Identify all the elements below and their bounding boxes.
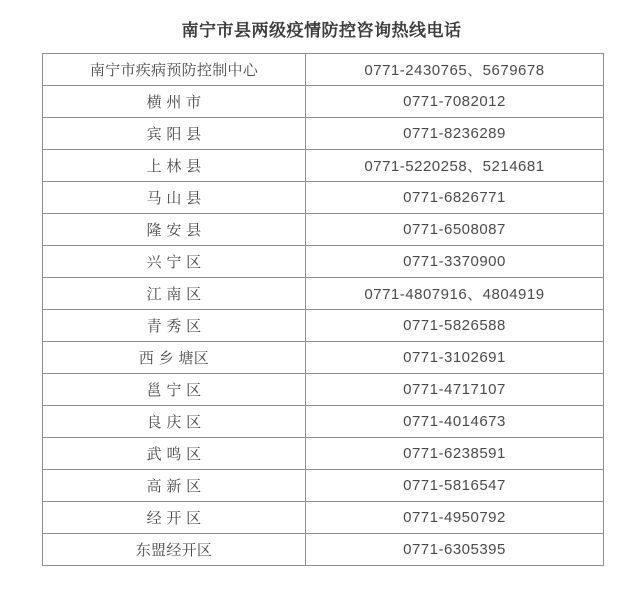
phone-number-cell: 0771-4807916、4804919 [306,278,604,310]
org-name-cell: 上 林 县 [43,150,306,182]
phone-number-cell: 0771-6238591 [306,438,604,470]
org-name-cell: 西 乡 塘区 [43,342,306,374]
phone-number-cell: 0771-6508087 [306,214,604,246]
table-row [43,182,604,214]
org-name-cell: 高 新 区 [43,470,306,502]
phone-number-cell: 0771-3102691 [306,342,604,374]
org-name-cell: 良 庆 区 [43,406,306,438]
org-name-cell: 宾 阳 县 [43,118,306,150]
table-row [43,246,604,278]
phone-number-cell: 0771-5826588 [306,310,604,342]
table-row [43,278,604,310]
phone-number-cell: 0771-2430765、5679678 [306,54,604,86]
hotline-table-body [43,54,604,566]
table-row [43,534,604,566]
org-name-cell: 经 开 区 [43,502,306,534]
table-row [43,118,604,150]
table-row [43,54,604,86]
table-row [43,438,604,470]
org-name-cell: 邕 宁 区 [43,374,306,406]
phone-number-cell: 0771-6826771 [306,182,604,214]
table-row [43,310,604,342]
phone-number-cell: 0771-4014673 [306,406,604,438]
phone-number-cell: 0771-4950792 [306,502,604,534]
phone-number-cell: 0771-8236289 [306,118,604,150]
phone-number-cell: 0771-5220258、5214681 [306,150,604,182]
table-row [43,342,604,374]
table-row [43,150,604,182]
table-row [43,374,604,406]
phone-number-cell: 0771-5816547 [306,470,604,502]
org-name-cell: 东盟经开区 [43,534,306,566]
org-name-cell: 青 秀 区 [43,310,306,342]
table-row [43,470,604,502]
table-row [43,86,604,118]
org-name-cell: 南宁市疾病预防控制中心 [43,54,306,86]
phone-number-cell: 0771-3370900 [306,246,604,278]
org-name-cell: 江 南 区 [43,278,306,310]
hotline-table [42,53,604,566]
table-row [43,502,604,534]
org-name-cell: 兴 宁 区 [43,246,306,278]
phone-number-cell: 0771-7082012 [306,86,604,118]
phone-number-cell: 0771-4717107 [306,374,604,406]
org-name-cell: 横 州 市 [43,86,306,118]
table-row [43,214,604,246]
table-row [43,406,604,438]
page-title: 南宁市县两级疫情防控咨询热线电话 [181,21,462,40]
org-name-cell: 马 山 县 [43,182,306,214]
phone-number-cell: 0771-6305395 [306,534,604,566]
org-name-cell: 隆 安 县 [43,214,306,246]
org-name-cell: 武 鸣 区 [43,438,306,470]
